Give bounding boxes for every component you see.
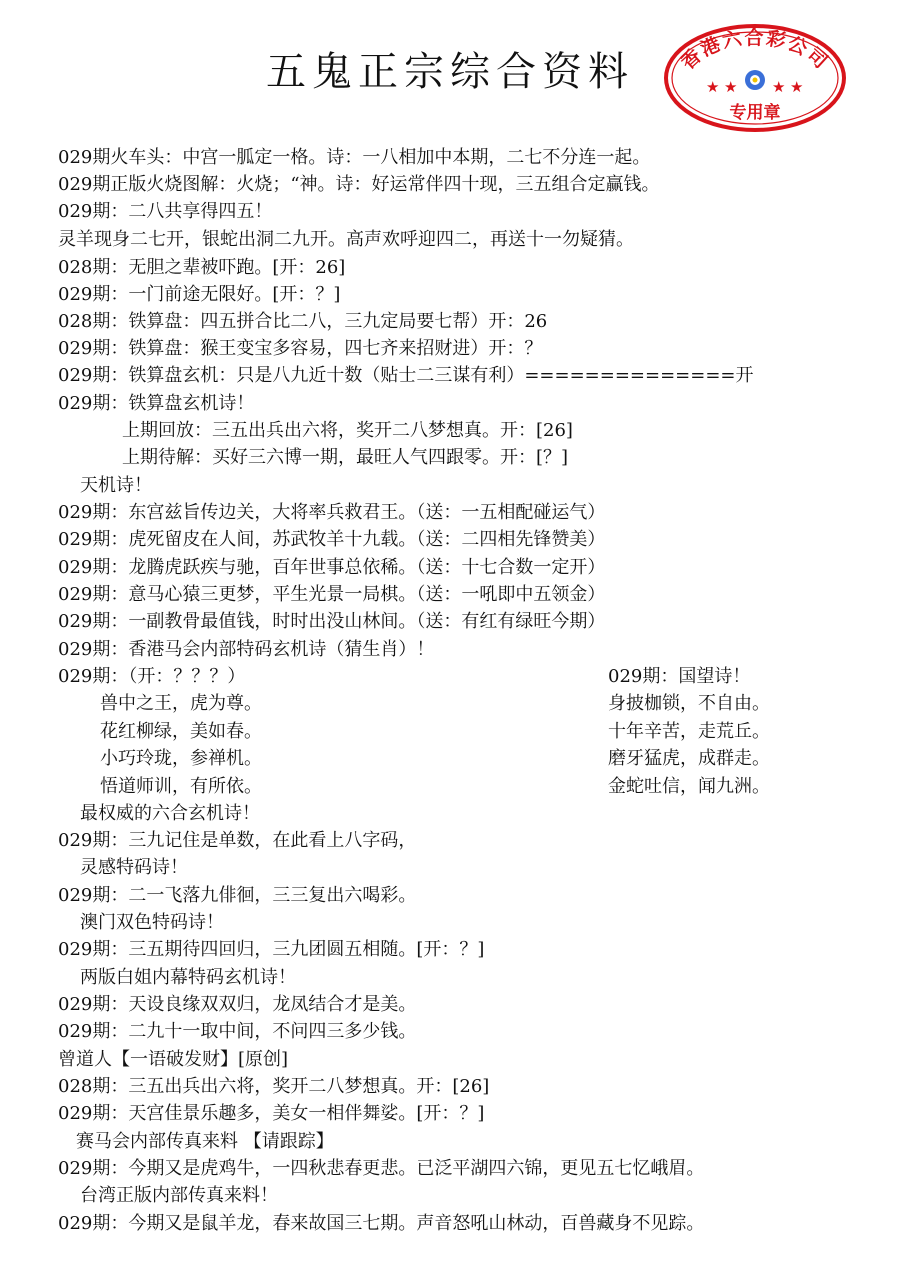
svg-text:香港六合彩公司 — [676, 26, 833, 74]
section-heading: 澳门双色特码诗！ — [80, 912, 224, 933]
right-poem-line: 十年辛苦，走荒丘。 — [608, 721, 770, 742]
text-line: 028期：无胆之辈被吓跑。[开：26] — [58, 257, 346, 278]
text-line: 029期：龙腾虎跃疾与驰，百年世事总依稀。（送：十七合数一定开） — [58, 557, 606, 578]
stamp-top-text: 香港六合彩公司 — [677, 27, 833, 75]
page-title: 五鬼正宗综合资料 — [266, 49, 634, 95]
section-heading: 灵感特码诗！ — [80, 857, 188, 878]
star-icon: ★ — [706, 78, 720, 96]
text-line: 灵羊现身二七开，银蛇出洞二九开。高声欢呼迎四二，再送十一勿疑猜。 — [58, 229, 634, 250]
text-line: 029期：一副教骨最值钱，时时出没山林间。（送：有红有绿旺今期） — [58, 611, 606, 632]
text-line: 029期：（开：？？？） — [58, 666, 246, 687]
section-heading: 最权威的六合玄机诗！ — [80, 803, 260, 824]
text-line: 029期：天宫佳景乐趣多，美女一相伴舞娑。[开：？] — [58, 1103, 485, 1124]
section-heading: 两版白姐内幕特码玄机诗！ — [80, 967, 296, 988]
star-icon: ★ — [790, 78, 804, 96]
right-poem-line: 磨牙猛虎，成群走。 — [608, 748, 770, 769]
text-line: 029期：三五期待四回归，三九团圆五相随。[开：？] — [58, 939, 485, 960]
section-heading: 天机诗！ — [80, 475, 152, 496]
text-line: 029期：铁算盘玄机诗！ — [58, 393, 255, 414]
flower-icon — [745, 70, 765, 90]
text-line: 029期：二八共享得四五！ — [58, 201, 273, 222]
stamp-bottom-text: 专用章 — [729, 103, 781, 123]
poem-line: 兽中之王，虎为尊。 — [100, 693, 262, 714]
text-line: 029期：二九十一取中间，不问四三多少钱。 — [58, 1021, 417, 1042]
text-line: 029期：三九记住是单数，在此看上八字码， — [58, 830, 417, 851]
text-line: 029期：二一飞落九俳徊，三三复出六喝彩。 — [58, 885, 417, 906]
text-line: 029期：铁算盘：猴王变宝多容易，四七齐来招财进）开：？ — [58, 338, 543, 359]
poem-line: 小巧玲珑，参禅机。 — [100, 748, 262, 769]
text-line: 029期：今期又是虎鸡牛，一四秋悲春更悲。已泛平湖四六锦，更见五七忆峨眉。 — [58, 1158, 705, 1179]
text-line: 028期：铁算盘：四五拼合比二八，三九定局要七帮）开：26 — [58, 311, 548, 332]
poem-line: 花红柳绿，美如春。 — [100, 721, 262, 742]
section-heading: 曾道人【一语破发财】[原创] — [58, 1049, 289, 1070]
section-heading: 台湾正版内部传真来料！ — [80, 1185, 278, 1206]
text-line: 029期：意马心猿三更梦，平生光景一局棋。（送：一吼即中五领金） — [58, 584, 606, 605]
star-icon: ★ — [772, 78, 786, 96]
section-heading: 赛马会内部传真来料 【请跟踪】 — [76, 1131, 334, 1152]
right-poem-line: 身披枷锁，不自由。 — [608, 693, 770, 714]
text-line: 029期：天设良缘双双归，龙凤结合才是美。 — [58, 994, 417, 1015]
text-line: 029期火车头：中宫一胍定一格。诗：一八相加中本期，二七不分连一起。 — [58, 147, 651, 168]
right-poem-line: 金蛇吐信，闻九洲。 — [608, 776, 770, 797]
company-seal-stamp — [662, 22, 848, 134]
poem-line: 悟道师训，有所依。 — [100, 776, 262, 797]
text-line: 029期：今期又是鼠羊龙，春来故国三七期。声音怒吼山林动，百兽藏身不见踪。 — [58, 1213, 705, 1234]
text-line: 上期待解：买好三六博一期，最旺人气四跟零。开：[？] — [122, 447, 569, 468]
text-line: 029期：香港马会内部特码玄机诗（猜生肖）！ — [58, 639, 435, 660]
text-line: 029期：虎死留皮在人间，苏武牧羊十九载。（送：二四相先锋赞美） — [58, 529, 606, 550]
star-icon: ★ — [724, 78, 738, 96]
text-line: 029期：东宫兹旨传边关，大将率兵救君王。（送：一五相配碰运气） — [58, 502, 606, 523]
text-line: 029期：一门前途无限好。[开：？] — [58, 284, 341, 305]
text-line: 029期：铁算盘玄机：只是八九近十数（贴士二三谋有利）==============开 — [58, 365, 754, 386]
text-line: 上期回放：三五出兵出六将，奖开二八梦想真。开：[26] — [122, 420, 573, 441]
text-line: 029期正版火烧图解：火烧；“神。诗：好运常伴四十现，三五组合定赢钱。 — [58, 174, 660, 195]
right-poem-title: 029期：国望诗！ — [608, 666, 751, 687]
text-line: 028期：三五出兵出六将，奖开二八梦想真。开：[26] — [58, 1076, 490, 1097]
